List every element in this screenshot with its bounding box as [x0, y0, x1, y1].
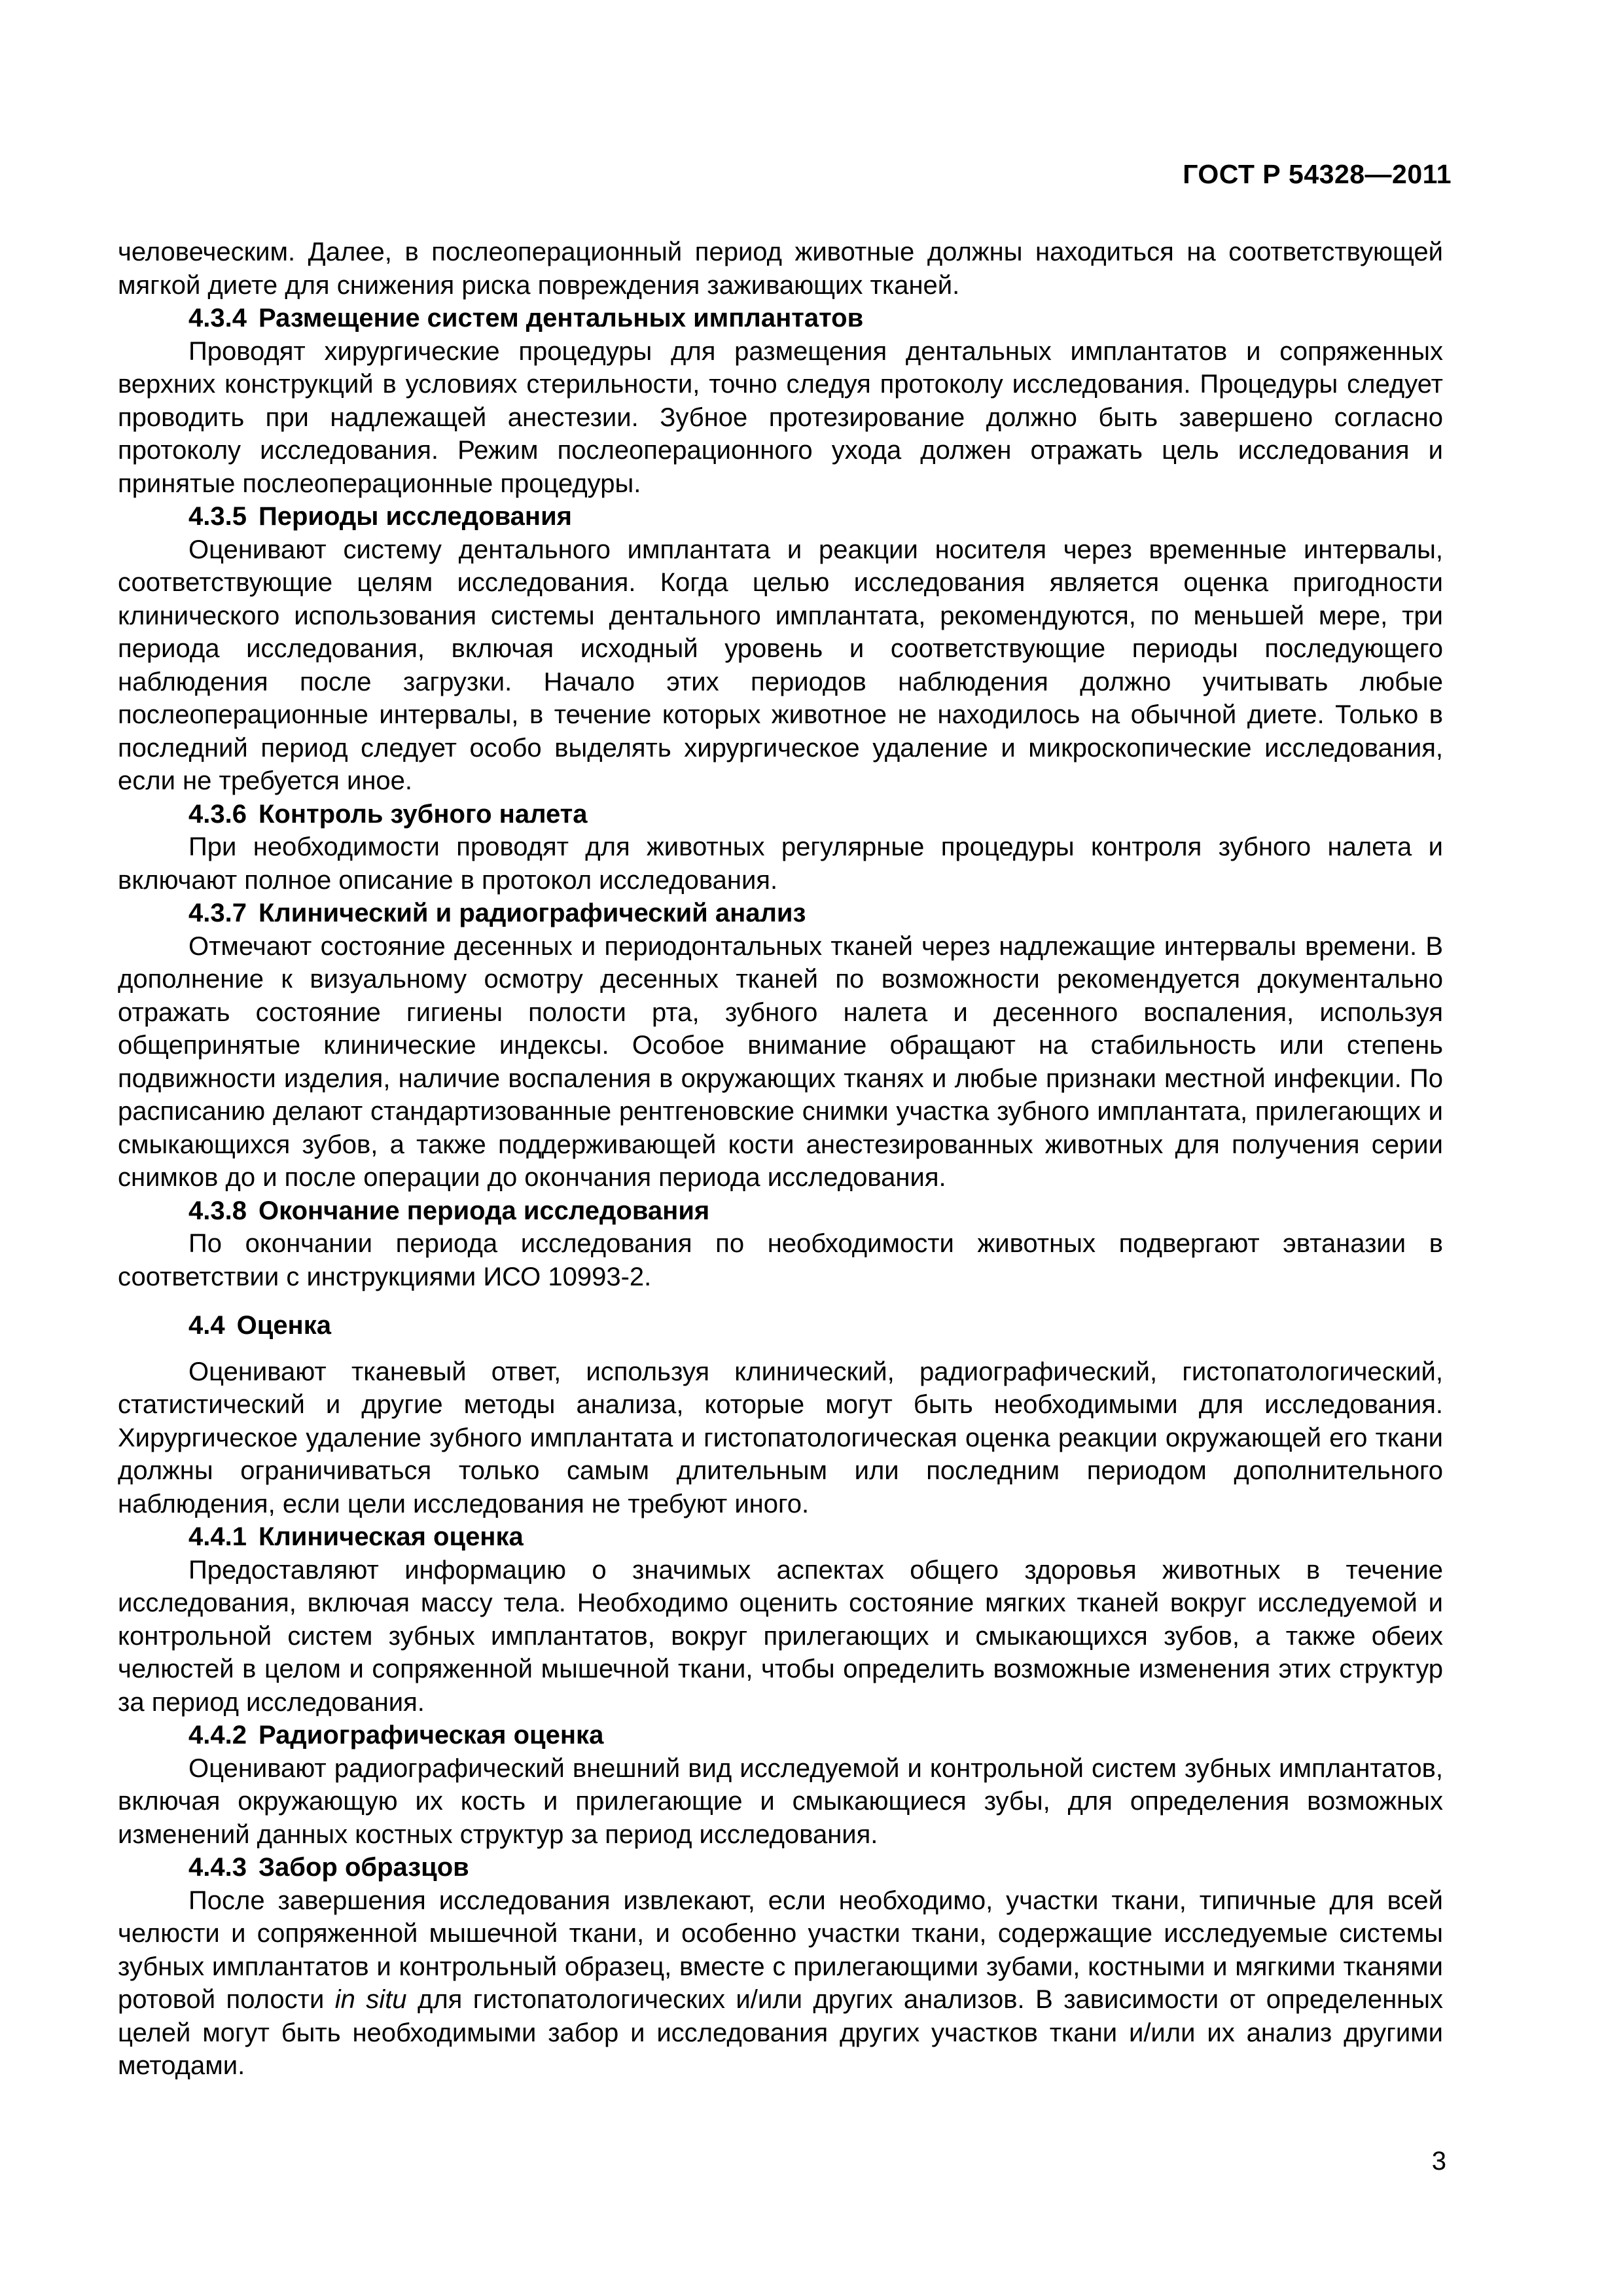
section-heading-4-4 — [118, 1309, 1443, 1342]
paragraph-intro: человеческим. Далее, в послеоперационный период животные должны находиться на соответствующей мягкой диете для снижения риска повреждения заживающих тканей. — [118, 238, 1443, 300]
paragraph-4-4-3 — [118, 1884, 1443, 2083]
paragraph-4-3-6: При необходимости проводят для животных регулярные процедуры контроля зубного налета и включают полное описание в протокол исследования. — [118, 833, 1443, 895]
section-title: Контроль зубного налета — [258, 799, 588, 829]
section-heading-4-3-8 — [118, 1194, 1443, 1228]
paragraph-4-3-8: По окончании периода исследования по необходимости животных подвергают эвтаназии в соответствии с инструкциями ИСО 10993-2. — [118, 1229, 1443, 1291]
section-number: 4.4.2 — [188, 1721, 247, 1749]
latin-term: in situ — [334, 1985, 407, 2014]
section-title: Забор образцов — [258, 1853, 469, 1882]
paragraph-4-3-5: Оценивают систему дентального имплантата и реакции носителя через временные интервалы, соответствующие целям исследования. Когда целью исследования является оценка пригодности клинического использования системы дентального имплантата, рекомендуются, по меньшей мере, три периода исследования, включая исходный уровень и соответствующие периоды последующего наблюдения после загрузки. Начало этих периодов наблюдения должно учитывать любые послеоперационные интервалы, в течение которых животное не находилось на обычной диете. Только в последний период следует особо выделять хирургическое удаление и микроскопические исследования, если не требуется иное. — [118, 535, 1443, 795]
section-title: Окончание периода исследования — [258, 1196, 710, 1225]
document-header: ГОСТ Р 54328—2011 — [1183, 159, 1452, 189]
section-heading-4-3-7 — [118, 897, 1443, 930]
section-title: Оценка — [236, 1311, 331, 1340]
section-number: 4.4 — [188, 1311, 225, 1340]
section-number: 4.3.8 — [188, 1196, 247, 1225]
section-heading-4-4-2 — [118, 1719, 1443, 1752]
section-title: Радиографическая оценка — [258, 1721, 604, 1749]
section-number: 4.3.4 — [188, 304, 247, 332]
paragraph-4-3-7: Отмечают состояние десенных и периодонтальных тканей через надлежащие интервалы времени. В дополнение к визуальному осмотру десенных тканей по возможности рекомендуется документально отражать состояние гигиены полости рта, зубного налета и десенного воспаления, используя общепринятые клинические индексы. Особое внимание обращают на стабильность или степень подвижности изделия, наличие воспаления в окружающих тканях и любые признаки местной инфекции. По расписанию делают стандартизованные рентгеновские снимки участка зубного имплантата, прилегающих и смыкающихся зубов, а также поддерживающей кости анестезированных животных для получения серии снимков до и после операции до окончания периода исследования. — [118, 931, 1443, 1192]
section-title: Размещение систем дентальных имплантатов — [258, 304, 864, 332]
section-number: 4.3.5 — [188, 502, 247, 531]
paragraph-4-4-1: Предоставляют информацию о значимых аспектах общего здоровья животных в течение исследования, включая массу тела. Необходимо оценить состояние мягких тканей вокруг исследуемой и контрольной систем зубных имплантатов, вокруг прилегающих и смыкающихся зубов, а также обеих челюстей в целом и сопряженной мышечной ткани, чтобы определить возможные изменения этих структур за период исследования. — [118, 1555, 1443, 1717]
paragraph-4-4-2: Оценивают радиографический внешний вид исследуемой и контрольной систем зубных имплантатов, включая окружающую их кость и прилегающие и смыкающиеся зубы, для определения возможных изменений данных костных структур за период исследования. — [118, 1753, 1443, 1849]
document-body — [118, 236, 1443, 2083]
section-title: Клиническая оценка — [258, 1522, 524, 1551]
section-number: 4.3.6 — [188, 799, 247, 829]
section-title: Периоды исследования — [258, 502, 572, 531]
section-number: 4.4.3 — [188, 1853, 247, 1882]
section-title: Клинический и радиографический анализ — [258, 899, 806, 927]
paragraph-4-3-4: Проводят хирургические процедуры для размещения дентальных имплантатов и сопряженных верхних конструкций в условиях стерильности, точно следуя протоколу исследования. Процедуры следует проводить при надлежащей анестезии. Зубное протезирование должно быть завершено согласно протоколу исследования. Режим послеоперационного ухода должен отражать цель исследования и принятые послеоперационные процедуры. — [118, 336, 1443, 498]
section-heading-4-4-3 — [118, 1851, 1443, 1884]
section-heading-4-3-4 — [118, 302, 1443, 335]
section-number: 4.4.1 — [188, 1522, 247, 1551]
paragraph-text: для гистопатологических и/или других анализов. В зависимости от определенных целей могут быть необходимыми забор и исследования других участков ткани и/или их анализ другими методами. — [118, 1985, 1443, 2080]
section-heading-4-3-5 — [118, 500, 1443, 533]
section-heading-4-3-6 — [118, 798, 1443, 831]
section-number: 4.3.7 — [188, 899, 247, 927]
page-number: 3 — [1431, 2147, 1446, 2176]
section-heading-4-4-1 — [118, 1520, 1443, 1554]
paragraph-4-4: Оценивают тканевый ответ, используя клинический, радиографический, гистопатологический, статистический и другие методы анализа, которые могут быть необходимыми для исследования. Хирургическое удаление зубного имплантата и гистопатологическая оценка реакции окружающей его ткани должны ограничиваться только самым длительным или последним периодом дополнительного наблюдения, если цели исследования не требуют иного. — [118, 1357, 1443, 1518]
paragraph-text: После завершения исследования извлекают, если необходимо, участки ткани, типичные для всей челюсти и сопряженной мышечной ткани, и особенно участки ткани, содержащие исследуемые системы зубных имплантатов и контрольный образец, вместе с прилегающими зубами, костными и мягкими тканями ротовой полости — [118, 1886, 1443, 2014]
